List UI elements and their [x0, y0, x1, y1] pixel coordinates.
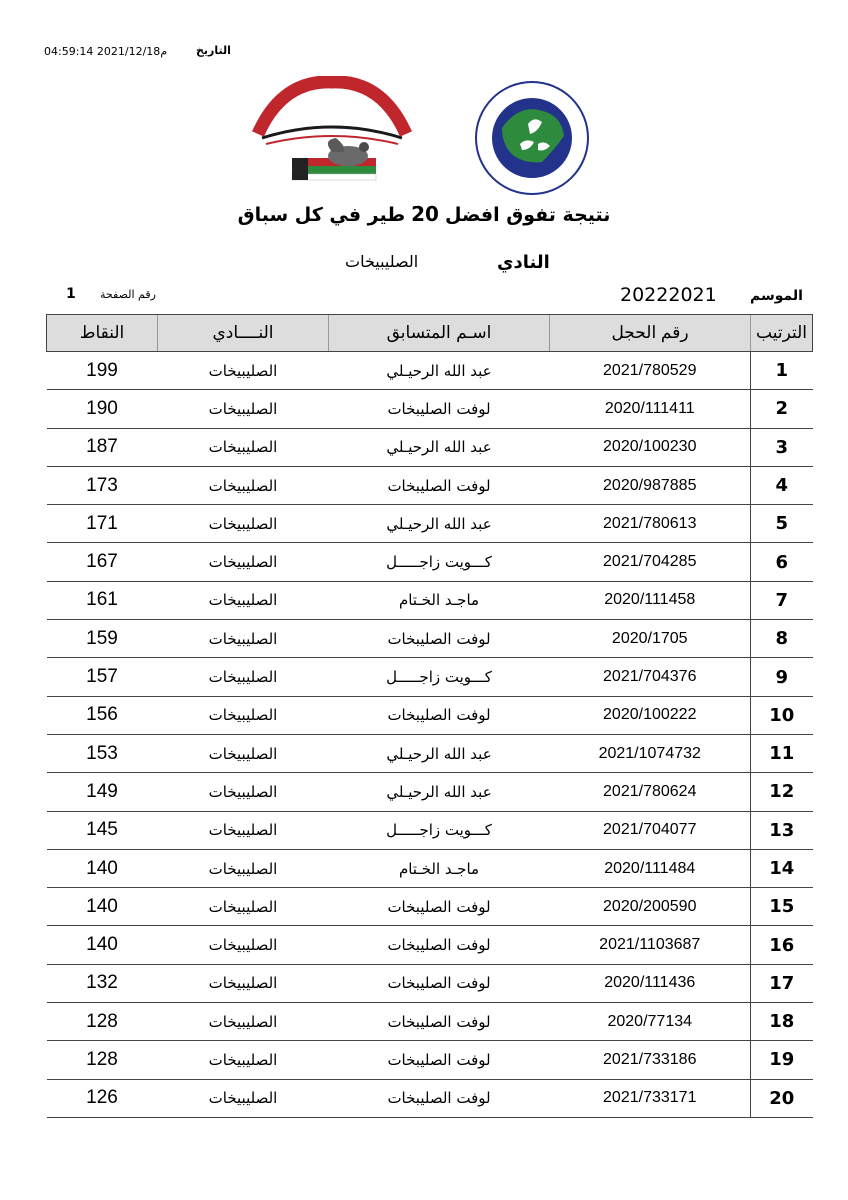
- federation-logo: [472, 78, 592, 198]
- cell-club: الصليبيخات: [158, 466, 329, 504]
- cell-ring-number: 2021/1103687: [550, 926, 751, 964]
- cell-points: 140: [47, 888, 158, 926]
- cell-points: 187: [47, 428, 158, 466]
- cell-points: 171: [47, 505, 158, 543]
- cell-rank: 1: [751, 352, 813, 390]
- page-title: [0, 202, 848, 226]
- table-row: [47, 888, 813, 926]
- date-label: التاريخ: [196, 44, 231, 57]
- cell-points: 153: [47, 734, 158, 772]
- title-part2: طير في كل سباق: [237, 204, 406, 226]
- cell-ring-number: 2021/704077: [550, 811, 751, 849]
- cell-club: الصليبيخات: [158, 390, 329, 428]
- table-row: [47, 428, 813, 466]
- cell-club: الصليبيخات: [158, 964, 329, 1002]
- cell-club: الصليبيخات: [158, 505, 329, 543]
- cell-rank: 16: [751, 926, 813, 964]
- cell-points: 161: [47, 581, 158, 619]
- cell-competitor-name: كـــويت زاجـــــل: [329, 543, 550, 581]
- cell-competitor-name: لوفت الصليبخات: [329, 1079, 550, 1117]
- table-row: [47, 466, 813, 504]
- cell-rank: 14: [751, 849, 813, 887]
- cell-points: 128: [47, 1041, 158, 1079]
- cell-points: 190: [47, 390, 158, 428]
- cell-ring-number: 2020/111458: [550, 581, 751, 619]
- cell-points: 157: [47, 658, 158, 696]
- cell-ring-number: 2021/780624: [550, 773, 751, 811]
- season-value: 20222021: [620, 284, 717, 306]
- cell-points: 199: [47, 352, 158, 390]
- cell-competitor-name: لوفت الصليبخات: [329, 964, 550, 1002]
- cell-club: الصليبيخات: [158, 581, 329, 619]
- cell-points: 159: [47, 620, 158, 658]
- table-row: [47, 390, 813, 428]
- cell-points: 140: [47, 849, 158, 887]
- cell-competitor-name: عبد الله الرحيـلي: [329, 773, 550, 811]
- cell-ring-number: 2020/111484: [550, 849, 751, 887]
- cell-points: 128: [47, 1003, 158, 1041]
- cell-club: الصليبيخات: [158, 888, 329, 926]
- cell-rank: 9: [751, 658, 813, 696]
- title-number: 20: [411, 202, 439, 226]
- header-name: اسـم المتسابق: [329, 315, 550, 352]
- cell-competitor-name: لوفت الصليبخات: [329, 390, 550, 428]
- cell-competitor-name: عبد الله الرحيـلي: [329, 505, 550, 543]
- cell-club: الصليبيخات: [158, 658, 329, 696]
- cell-club: الصليبيخات: [158, 543, 329, 581]
- cell-rank: 20: [751, 1079, 813, 1117]
- cell-rank: 6: [751, 543, 813, 581]
- cell-club: الصليبيخات: [158, 428, 329, 466]
- table-row: [47, 1041, 813, 1079]
- cell-points: 167: [47, 543, 158, 581]
- date-suffix: م: [160, 45, 168, 58]
- cell-rank: 10: [751, 696, 813, 734]
- table-row: [47, 1079, 813, 1117]
- table-row: [47, 811, 813, 849]
- cell-competitor-name: لوفت الصليبخات: [329, 466, 550, 504]
- cell-club: الصليبيخات: [158, 696, 329, 734]
- cell-ring-number: 2021/733186: [550, 1041, 751, 1079]
- cell-points: 132: [47, 964, 158, 1002]
- cell-competitor-name: لوفت الصليبخات: [329, 696, 550, 734]
- cell-club: الصليبيخات: [158, 734, 329, 772]
- cell-ring-number: 2021/1074732: [550, 734, 751, 772]
- cell-points: 140: [47, 926, 158, 964]
- cell-rank: 12: [751, 773, 813, 811]
- cell-competitor-name: ماجـد الخـتام: [329, 581, 550, 619]
- cell-points: 149: [47, 773, 158, 811]
- table-row: [47, 543, 813, 581]
- cell-ring-number: 2020/100230: [550, 428, 751, 466]
- cell-competitor-name: لوفت الصليبخات: [329, 1041, 550, 1079]
- cell-club: الصليبيخات: [158, 811, 329, 849]
- cell-competitor-name: عبد الله الرحيـلي: [329, 428, 550, 466]
- cell-rank: 15: [751, 888, 813, 926]
- table-row: [47, 658, 813, 696]
- cell-ring-number: 2021/733171: [550, 1079, 751, 1117]
- table-row: [47, 926, 813, 964]
- cell-ring-number: 2020/111436: [550, 964, 751, 1002]
- cell-club: الصليبيخات: [158, 1003, 329, 1041]
- cell-rank: 11: [751, 734, 813, 772]
- cell-ring-number: 2020/1705: [550, 620, 751, 658]
- cell-points: 126: [47, 1079, 158, 1117]
- cell-ring-number: 2021/780529: [550, 352, 751, 390]
- date-value: [44, 45, 171, 58]
- cell-ring-number: 2021/704376: [550, 658, 751, 696]
- club-logo: [252, 76, 412, 188]
- cell-rank: 2: [751, 390, 813, 428]
- cell-competitor-name: لوفت الصليبخات: [329, 926, 550, 964]
- table-row: [47, 964, 813, 1002]
- cell-points: 173: [47, 466, 158, 504]
- header-points: النقاط: [47, 315, 158, 352]
- cell-rank: 3: [751, 428, 813, 466]
- title-part1: نتيجة تفوق افضل: [444, 204, 611, 226]
- cell-ring-number: 2021/780613: [550, 505, 751, 543]
- page-number-label: رقم الصفحة: [100, 288, 156, 301]
- table-body: [47, 352, 813, 1118]
- cell-rank: 17: [751, 964, 813, 1002]
- cell-ring-number: 2020/77134: [550, 1003, 751, 1041]
- cell-rank: 4: [751, 466, 813, 504]
- cell-rank: 5: [751, 505, 813, 543]
- cell-ring-number: 2021/704285: [550, 543, 751, 581]
- header-club: النــــادي: [158, 315, 329, 352]
- table-row: [47, 773, 813, 811]
- cell-rank: 18: [751, 1003, 813, 1041]
- cell-ring-number: 2020/987885: [550, 466, 751, 504]
- cell-club: الصليبيخات: [158, 1041, 329, 1079]
- cell-ring-number: 2020/100222: [550, 696, 751, 734]
- date-time: 2021/12/18 04:59:14: [44, 45, 161, 58]
- cell-competitor-name: كـــويت زاجـــــل: [329, 658, 550, 696]
- club-value: الصليبيخات: [345, 252, 419, 271]
- table-row: [47, 849, 813, 887]
- cell-competitor-name: لوفت الصليبخات: [329, 620, 550, 658]
- results-table: [46, 314, 813, 1118]
- cell-competitor-name: عبد الله الرحيـلي: [329, 352, 550, 390]
- cell-competitor-name: ماجـد الخـتام: [329, 849, 550, 887]
- cell-club: الصليبيخات: [158, 849, 329, 887]
- page-number-value: 1: [66, 286, 76, 302]
- cell-rank: 7: [751, 581, 813, 619]
- cell-rank: 19: [751, 1041, 813, 1079]
- cell-competitor-name: لوفت الصليبخات: [329, 1003, 550, 1041]
- cell-points: 156: [47, 696, 158, 734]
- table-row: [47, 620, 813, 658]
- cell-club: الصليبيخات: [158, 773, 329, 811]
- table-row: [47, 352, 813, 390]
- header-rank: الترتيب: [751, 315, 813, 352]
- table-row: [47, 581, 813, 619]
- table-header-row: [47, 315, 813, 352]
- cell-competitor-name: لوفت الصليبخات: [329, 888, 550, 926]
- cell-club: الصليبيخات: [158, 926, 329, 964]
- table-row: [47, 696, 813, 734]
- table-row: [47, 734, 813, 772]
- cell-ring-number: 2020/200590: [550, 888, 751, 926]
- cell-rank: 8: [751, 620, 813, 658]
- cell-club: الصليبيخات: [158, 352, 329, 390]
- table-row: [47, 1003, 813, 1041]
- club-label: النادي: [497, 252, 550, 273]
- season-label: الموسم: [750, 288, 803, 304]
- cell-ring-number: 2020/111411: [550, 390, 751, 428]
- cell-competitor-name: عبد الله الرحيـلي: [329, 734, 550, 772]
- header-ring: رقم الحجل: [550, 315, 751, 352]
- cell-club: الصليبيخات: [158, 620, 329, 658]
- cell-rank: 13: [751, 811, 813, 849]
- cell-points: 145: [47, 811, 158, 849]
- cell-club: الصليبيخات: [158, 1079, 329, 1117]
- cell-competitor-name: كـــويت زاجـــــل: [329, 811, 550, 849]
- table-row: [47, 505, 813, 543]
